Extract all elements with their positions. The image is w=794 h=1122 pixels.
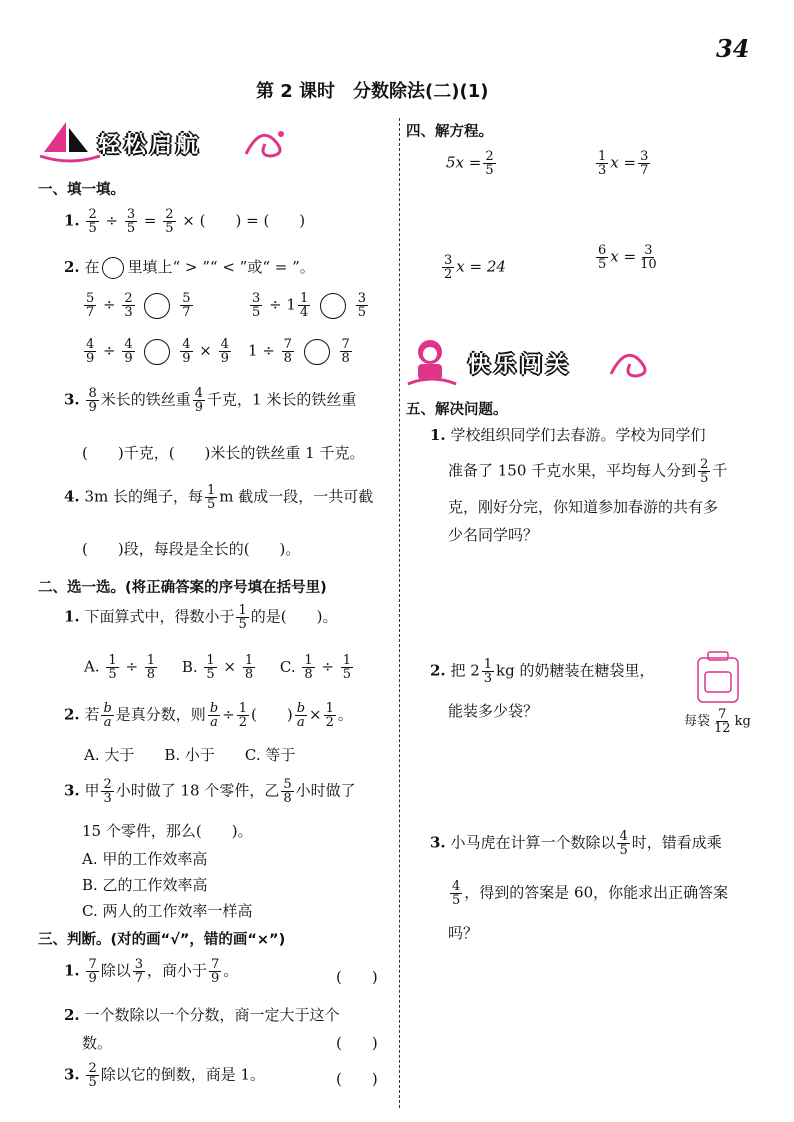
sailboat-icon	[36, 118, 106, 168]
section-1-heading: 一、填一填。	[38, 182, 125, 198]
s1-q4-line2: ( )段，每段是全长的( )。	[82, 540, 301, 558]
section-2-heading: 二、选一选。(将正确答案的序号填在括号里)	[38, 580, 327, 596]
swirl-icon	[606, 344, 652, 384]
banner-easy-start	[36, 118, 296, 168]
banner-happy-pass	[406, 336, 656, 388]
answer-circle[interactable]	[144, 293, 170, 319]
q-number: 1.	[64, 211, 80, 230]
s5-q2: 2. 把 2 $\frac{1}{3}$ kg 的奶糖装在糖袋里，	[430, 657, 655, 686]
s1-q4: 4. 3m 长的绳子，每 $\frac{1}{5}$ m 截成一段，一共可截	[64, 483, 374, 512]
s2-q3-option-a: A. 甲的工作效率高	[82, 850, 208, 868]
compare-row-2b: 1 ÷ $\frac{7}{8}$ $\frac{7}{8}$	[248, 337, 350, 366]
s2-q1: 1. 下面算式中，得数小于 $\frac{1}{5}$ 的是( )。	[64, 603, 338, 632]
s2-q2-options: A. 大于 B. 小于 C. 等于	[84, 746, 296, 764]
s2-q3-option-c: C. 两人的工作效率一样高	[82, 902, 253, 920]
page-title: 第 2 课时 分数除法(二)(1)	[256, 81, 489, 102]
equation-3: $\frac{3}{2}$ x = 24	[444, 253, 506, 282]
swirl-icon	[241, 124, 291, 164]
s2-q1-options: A. $\frac{1}{5}$ ÷ $\frac{1}{8}$ B. $\frac{1}{5}$ × $\frac{1}{8}$ C. $\frac{1}{8}$ ÷ $\frac{1}{5}$	[84, 653, 352, 682]
column-divider	[399, 118, 400, 1108]
section-5-heading: 五、解决问题。	[406, 402, 508, 418]
s5-q3-line3: 吗？	[448, 924, 479, 942]
s2-q3: 3. 甲 $\frac{2}{3}$ 小时做了 18 个零件，乙 $\frac{5}{8}$ 小时做了	[64, 777, 356, 806]
fraction: $\frac{2}{5}$	[88, 207, 97, 236]
s3-q2: 2. 一个数除以一个分数，商一定大于这个	[64, 1006, 340, 1024]
s2-q3-line2: 15 个零件，那么( )。	[82, 822, 253, 840]
bag-caption: 每袋 $\frac{7}{12}$ kg	[684, 707, 751, 736]
q-text: × ( ) = ( )	[182, 211, 306, 230]
answer-circle[interactable]	[102, 257, 124, 279]
s5-q1-line4: 少名同学吗？	[448, 526, 539, 544]
section-4-heading: 四、解方程。	[406, 124, 493, 140]
answer-circle[interactable]	[320, 293, 346, 319]
judge-paren[interactable]: ( )	[336, 1070, 378, 1088]
s5-q2-line2: 能装多少袋？	[448, 702, 539, 720]
candy-bag-icon	[694, 650, 742, 706]
s1-q1: 1. $\frac{2}{5}$ ÷ $\frac{3}{5}$ = $\frac{2}{5}$ × ( ) = ( )	[64, 207, 306, 236]
s1-q3: 3. $\frac{8}{9}$ 米长的铁丝重 $\frac{4}{9}$ 千克，1 米长的铁丝重	[64, 386, 357, 415]
equation-4: $\frac{6}{5}$ x = $\frac{3}{10}$	[598, 243, 657, 272]
s5-q1-line2: 准备了 150 千克水果，平均每人分到 $\frac{2}{5}$ 千	[448, 457, 728, 486]
s2-q2: 2. 若 $\frac{b}{a}$ 是真分数，则 $\frac{b}{a}$ ÷ $\frac{1}{2}$ ( ) $\frac{b}{a}$ × $\frac{1}{2}$ 。	[64, 701, 353, 730]
compare-row-1b: $\frac{3}{5}$ ÷ 1 $\frac{1}{4}$ $\frac{3}{5}$	[252, 291, 367, 320]
equation-2: $\frac{1}{3}$ x = $\frac{3}{7}$	[598, 149, 649, 178]
s3-q1: 1. $\frac{7}{9}$ 除以 $\frac{3}{7}$ ，商小于 $\frac{7}{9}$ 。	[64, 957, 239, 986]
s3-q2-line2: 数。	[82, 1034, 113, 1052]
s2-q3-option-b: B. 乙的工作效率高	[82, 876, 208, 894]
mascot-icon	[406, 336, 458, 388]
answer-circle[interactable]	[304, 339, 330, 365]
judge-paren[interactable]: ( )	[336, 1034, 378, 1052]
equation-1: 5x = $\frac{2}{5}$	[446, 149, 494, 178]
fraction: $\frac{2}{5}$	[165, 207, 174, 236]
fraction: $\frac{3}{5}$	[126, 207, 136, 236]
compare-row-2a: $\frac{4}{9}$ ÷ $\frac{4}{9}$ $\frac{4}{9}$ × $\frac{4}{9}$	[86, 337, 229, 366]
s5-q1: 1. 学校组织同学们去春游。学校为同学们	[430, 426, 706, 444]
answer-circle[interactable]	[144, 339, 170, 365]
banner-left-text: 轻松启航	[98, 133, 203, 158]
s5-q3-line2: $\frac{4}{5}$ ，得到的答案是 60，你能求出正确答案	[452, 879, 729, 908]
judge-paren[interactable]: ( )	[336, 968, 378, 986]
s5-q1-line3: 克，刚好分完，你知道参加春游的共有多	[448, 498, 719, 516]
compare-row-1a: $\frac{5}{7}$ ÷ $\frac{2}{3}$ $\frac{5}{7}$	[86, 291, 191, 320]
banner-right-text: 快乐闯关	[468, 353, 573, 378]
s1-q3-line2: ( )千克，( )米长的铁丝重 1 千克。	[82, 444, 365, 462]
s5-q3: 3. 小马虎在计算一个数除以 $\frac{4}{5}$ 时，错看成乘	[430, 829, 722, 858]
s1-q2: 2. 在 里填上“ > ”“ < ”或“ = ”。	[64, 256, 315, 279]
s3-q3: 3. $\frac{2}{5}$ 除以它的倒数，商是 1。	[64, 1061, 266, 1090]
page-number: 34	[716, 34, 750, 63]
section-3-heading: 三、判断。(对的画“√”，错的画“×”)	[38, 932, 286, 948]
